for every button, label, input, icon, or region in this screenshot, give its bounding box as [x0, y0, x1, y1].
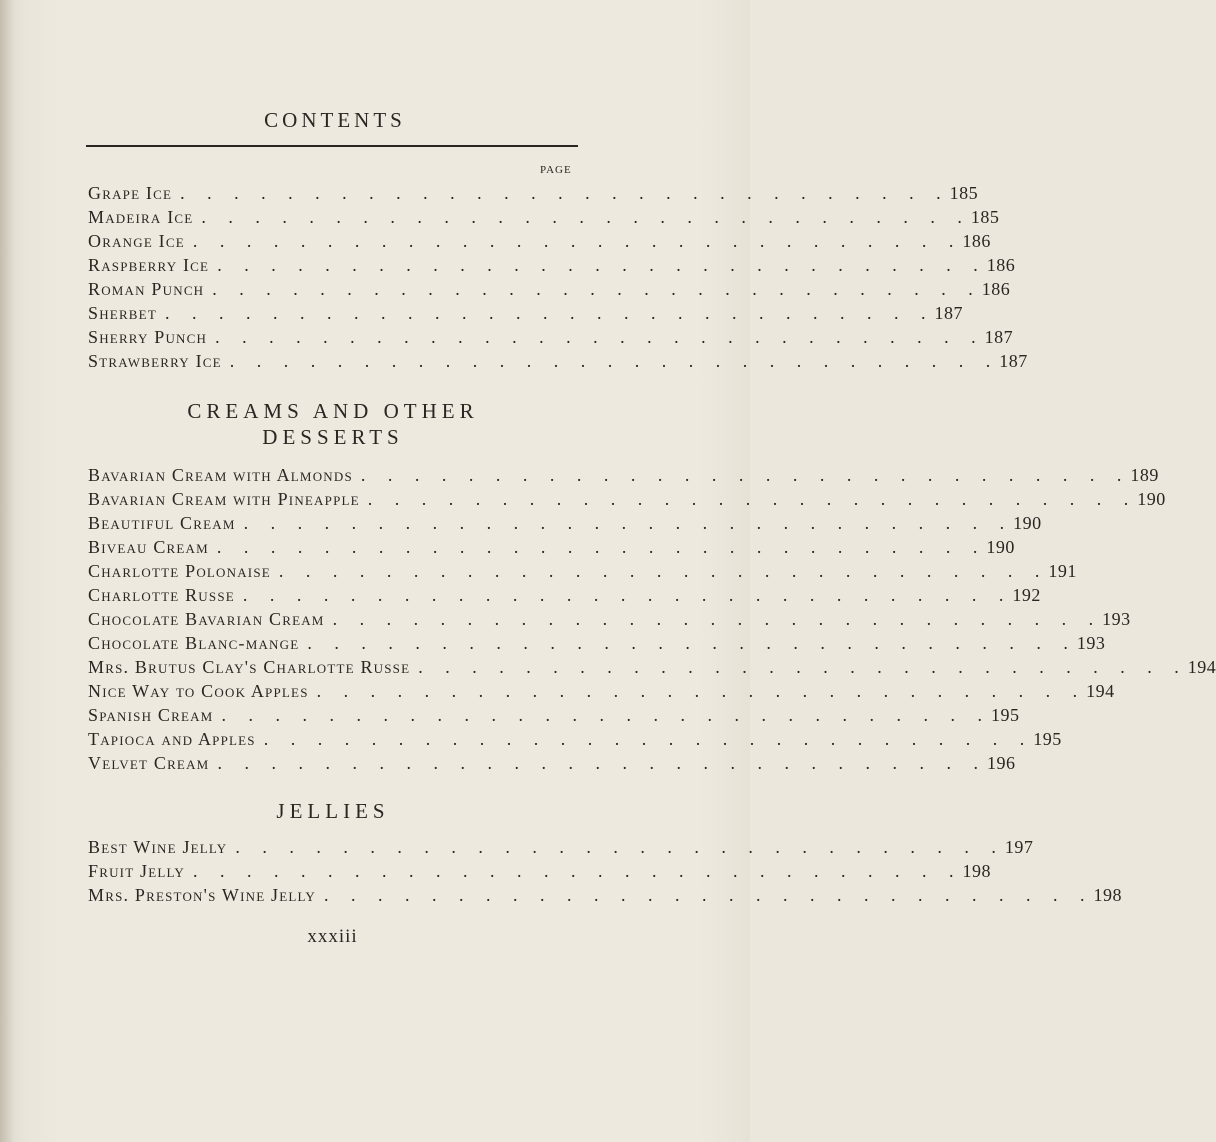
leader-dots: . . . . . . . . . . . . . . . . . . . . . . . . . . . . .: [217, 753, 987, 773]
toc-entry-title: Grape Ice: [88, 183, 173, 203]
toc-entry-page: 198: [1093, 885, 1122, 905]
leader-dots: . . . . . . . . . . . . . . . . . . . . . . . . . . . . .: [217, 255, 987, 275]
toc-entry-page: 189: [1130, 465, 1159, 485]
leader-dots: . . . . . . . . . . . . . . . . . . . . . . . . . . . . .: [323, 885, 1094, 905]
toc-entry-title: Chocolate Bavarian Cream: [88, 609, 325, 629]
toc-entry-title: Sherry Punch: [88, 327, 208, 347]
toc-entry-title: Nice Way to Cook Apples: [88, 681, 309, 701]
toc-entry-title: Biveau Cream: [88, 537, 209, 557]
section-heading-line: DESSERTS: [262, 425, 404, 449]
toc-entry: [88, 561, 1077, 585]
leader-dots: . . . . . . . . . . . . . . . . . . . . . . . . . . . . .: [367, 489, 1138, 509]
page-title: CONTENTS: [264, 108, 406, 132]
toc-entry-page: 190: [1013, 513, 1042, 533]
page-number: xxxiii: [307, 926, 358, 947]
toc-entry: [88, 279, 1011, 303]
toc-entry: [88, 657, 1216, 681]
toc-entry: [88, 729, 1062, 753]
toc-entry: [88, 303, 963, 327]
toc-entry-title: Sherbet: [88, 303, 157, 323]
toc-entry: [88, 861, 991, 885]
leader-dots: . . . . . . . . . . . . . . . . . . . . . . . . . . . . .: [201, 207, 971, 227]
toc-entry-title: Orange Ice: [88, 231, 185, 251]
section-heading: JELLIES: [276, 799, 390, 823]
leader-dots: . . . . . . . . . . . . . . . . . . . . . . . . . . . . .: [192, 231, 963, 251]
toc-entry: [88, 609, 1131, 633]
toc-entry: [88, 837, 1034, 861]
leader-dots: . . . . . . . . . . . . . . . . . . . . . . . . . . . . .: [164, 303, 935, 323]
toc-entry: [88, 231, 991, 255]
leader-dots: . . . . . . . . . . . . . . . . . . . . . . . . . . . . .: [215, 327, 985, 347]
toc-entry-page: 190: [986, 537, 1015, 557]
page-column-label: PAGE: [540, 164, 572, 176]
toc-entry-title: Madeira Ice: [88, 207, 194, 227]
toc-entry-page: 187: [984, 327, 1014, 347]
toc-entry-title: Velvet Cream: [88, 753, 210, 773]
toc-entry: [88, 255, 1016, 279]
toc-entry: [88, 633, 1106, 657]
toc-entry-title: Tapioca and Apples: [88, 729, 256, 749]
toc-entry: [88, 489, 1166, 513]
toc-entry: [88, 753, 1016, 777]
toc-entry-title: Strawberry Ice: [88, 351, 222, 371]
leader-dots: . . . . . . . . . . . . . . . . . . . . . . . . . . . . .: [332, 609, 1103, 629]
toc-entry-title: Beautiful Cream: [88, 513, 236, 533]
leader-dots: . . . . . . . . . . . . . . . . . . . . . . . . . . . . .: [221, 705, 991, 725]
section-heading-line: CREAMS AND OTHER: [187, 399, 479, 423]
toc-entry-page: 193: [1076, 633, 1106, 653]
toc-entry-title: Bavarian Cream with Almonds: [88, 465, 353, 485]
toc-entry: [88, 885, 1122, 909]
leader-dots: . . . . . . . . . . . . . . . . . . . . . . . . . . . . .: [263, 729, 1034, 749]
leader-dots: . . . . . . . . . . . . . . . . . . . . . . . . . . . . .: [243, 513, 1014, 533]
toc-entry-page: 197: [1004, 837, 1034, 857]
toc-entry-page: 186: [981, 279, 1011, 299]
toc-entry-page: 194: [1086, 681, 1115, 701]
toc-entry-page: 196: [986, 753, 1016, 773]
toc-entry-title: Roman Punch: [88, 279, 205, 299]
toc-entry-title: Charlotte Russe: [88, 585, 235, 605]
leader-dots: . . . . . . . . . . . . . . . . . . . . . . . . . . . . .: [180, 183, 950, 203]
toc-entry: [88, 513, 1042, 537]
toc-entry-title: Fruit Jelly: [88, 861, 185, 881]
toc-entry: [88, 183, 979, 207]
leader-dots: . . . . . . . . . . . . . . . . . . . . . . . . . . . . .: [316, 681, 1087, 701]
toc-entry-page: 194: [1187, 657, 1216, 677]
toc-entry-title: Best Wine Jelly: [88, 837, 228, 857]
leader-dots: . . . . . . . . . . . . . . . . . . . . . . . . . . . . .: [242, 585, 1013, 605]
toc-entry: [88, 537, 1015, 561]
header-rule: [86, 145, 578, 147]
toc-entry-page: 187: [999, 351, 1028, 371]
leader-dots: . . . . . . . . . . . . . . . . . . . . . . . . . . . . .: [235, 837, 1005, 857]
toc-entry: [88, 207, 1000, 231]
toc-entry-title: Raspberry Ice: [88, 255, 210, 275]
toc-entry-page: 191: [1048, 561, 1077, 581]
toc-entry-page: 187: [934, 303, 963, 323]
toc-entry: [88, 465, 1159, 489]
toc-entry-page: 186: [962, 231, 991, 251]
toc-entry: [88, 351, 1028, 375]
toc-entry-title: Bavarian Cream with Pineapple: [88, 489, 360, 509]
toc-entry-page: 195: [1033, 729, 1062, 749]
leader-dots: . . . . . . . . . . . . . . . . . . . . . . . . . . . . .: [307, 633, 1077, 653]
toc-entry-page: 195: [990, 705, 1020, 725]
gutter-shadow: [0, 0, 14, 1142]
toc-entry: [88, 327, 1014, 351]
toc-entry-title: Mrs. Brutus Clay's Charlotte Russe: [88, 657, 411, 677]
toc-entry-page: 186: [986, 255, 1016, 275]
toc-entry-page: 198: [962, 861, 991, 881]
toc-entry-title: Charlotte Polonaise: [88, 561, 271, 581]
leader-dots: . . . . . . . . . . . . . . . . . . . . . . . . . . . . .: [418, 657, 1188, 677]
toc-entry: [88, 705, 1020, 729]
toc-entry-title: Chocolate Blanc-mange: [88, 633, 300, 653]
toc-entry-title: Spanish Cream: [88, 705, 214, 725]
leader-dots: . . . . . . . . . . . . . . . . . . . . . . . . . . . . .: [212, 279, 982, 299]
toc-entry-page: 190: [1137, 489, 1166, 509]
toc-entry-page: 185: [970, 207, 1000, 227]
leader-dots: . . . . . . . . . . . . . . . . . . . . . . . . . . . . .: [229, 351, 1000, 371]
toc-entry-title: Mrs. Preston's Wine Jelly: [88, 885, 316, 905]
toc-entry-page: 185: [949, 183, 979, 203]
leader-dots: . . . . . . . . . . . . . . . . . . . . . . . . . . . . .: [192, 861, 963, 881]
leader-dots: . . . . . . . . . . . . . . . . . . . . . . . . . . . . .: [360, 465, 1131, 485]
toc-entry-page: 192: [1012, 585, 1041, 605]
leader-dots: . . . . . . . . . . . . . . . . . . . . . . . . . . . . .: [278, 561, 1049, 581]
toc-entry: [88, 681, 1115, 705]
toc-entry: [88, 585, 1041, 609]
toc-entry-page: 193: [1102, 609, 1131, 629]
leader-dots: . . . . . . . . . . . . . . . . . . . . . . . . . . . . .: [216, 537, 987, 557]
